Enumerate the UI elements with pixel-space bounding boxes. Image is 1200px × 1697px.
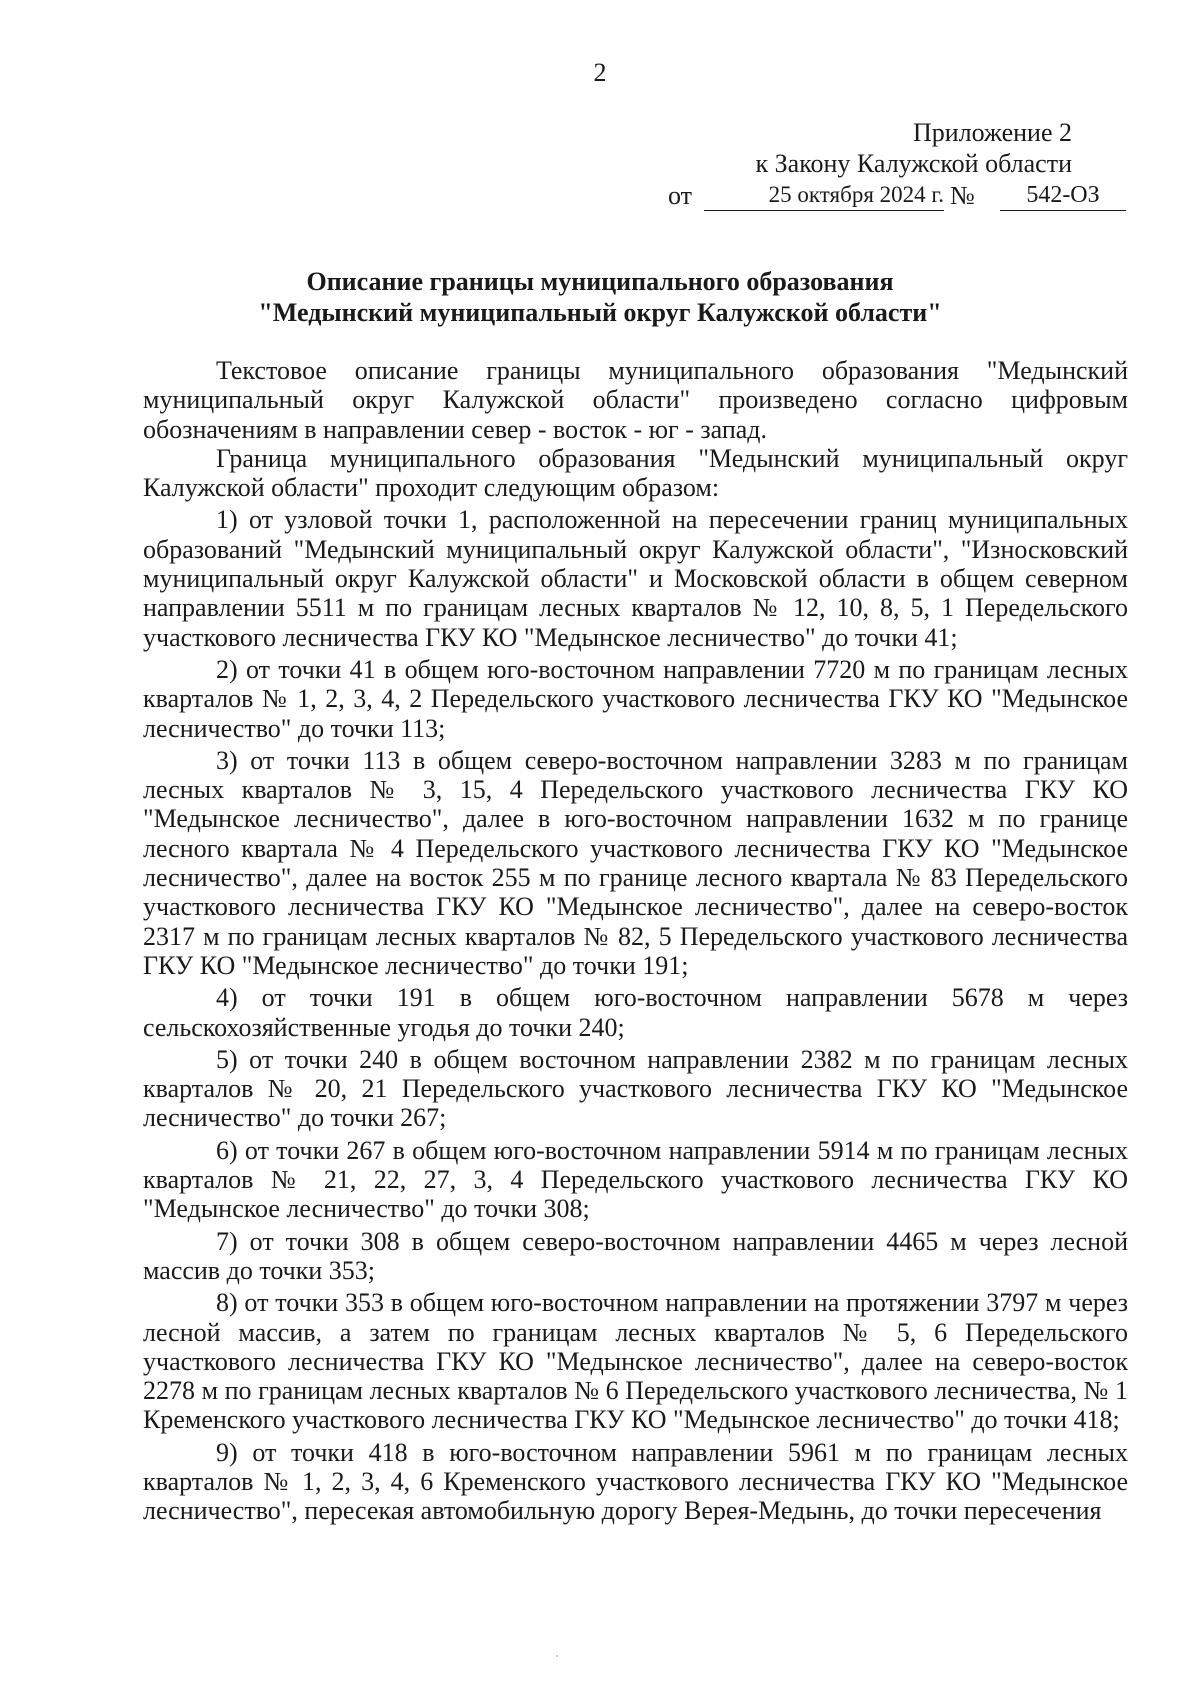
boundary-segment-item: 9) от точки 418 в юго-восточном направлении 5961 м по границам лесных кварталов № 1, 2, 3, 4, 6 Кременского участкового лесничества ГКУ КО "Медынское лесничество", пересекая автомобильную дорогу Верея-Медынь, до точки пересечения — [143, 1437, 1128, 1526]
boundary-segment-item: 8) от точки 353 в общем юго-восточном направлении на протяжении 3797 м через лесной массив, а затем по границам лесных кварталов № 5, 6 Передельского участкового лесничества ГКУ КО "Медынское лесничество", далее на северо-восток 2278 м по границам лесных кварталов № 6 Передельского участкового лесничества, № 1 Кременского участкового лесничества ГКУ КО "Медынское лесничество" до точки 418; — [143, 1288, 1128, 1435]
boundary-segment-item: 4) от точки 191 в общем юго-восточном направлении 5678 м через сельскохозяйственные угодья до точки 240; — [143, 983, 1128, 1042]
boundary-segment-item: 7) от точки 308 в общем северо-восточном направлении 4465 м через лесной массив до точки 353; — [143, 1226, 1128, 1285]
boundary-segment-item: 5) от точки 240 в общем восточном направлении 2382 м по границам лесных кварталов № 20, 21 Передельского участкового лесничества ГКУ КО "Медынское лесничество" до точки 267; — [143, 1044, 1128, 1133]
scan-speck — [556, 1655, 558, 1657]
boundary-segment-item: 1) от узловой точки 1, расположенной на пересечении границ муниципальных образований "Медынский муниципальный округ Калужской области", "Износковский муниципальный округ Калужской области" и Московской области в общем северном направлении 5511 м по границам лесных кварталов № 12, 10, 8, 5, 1 Передельского участкового лесничества ГКУ КО "Медынское лесничество" до точки 41; — [143, 505, 1128, 652]
page-number: 2 — [593, 58, 607, 87]
boundary-segment-item: 3) от точки 113 в общем северо-восточном направлении 3283 м по границам лесных кварталов № 3, 15, 4 Передельского участкового лесничества ГКУ КО "Медынское лесничество", далее в юго-восточном направлении 1632 м по границе лесного квартала № 4 Передельского участкового лесничества ГКУ КО "Медынское лесничество", далее на восток 255 м по границе лесного квартала № 83 Передельского участкового лесничества ГКУ КО "Медынское лесничество", далее на северо-восток 2317 м по границам лесных кварталов № 82, 5 Передельского участкового лесничества ГКУ КО "Медынское лесничество" до точки 191; — [143, 745, 1128, 980]
document-body — [143, 356, 1128, 1526]
appendix-title: Приложение 2 — [912, 118, 1072, 147]
title-line-2: "Медынский муниципальный округ Калужской области" — [258, 298, 942, 327]
boundary-segment-item: 6) от точки 267 в общем юго-восточном направлении 5914 м по границам лесных кварталов № 21, 22, 27, 3, 4 Передельского участкового лесничества ГКУ КО "Медынское лесничество" до точки 308; — [143, 1135, 1128, 1224]
boundary-segment-item: 2) от точки 41 в общем юго-восточном направлении 7720 м по границам лесных кварталов № 1, 2, 3, 4, 2 Передельского участкового лесничества ГКУ КО "Медынское лесничество" до точки 113; — [143, 654, 1128, 743]
from-label: от — [668, 181, 693, 210]
title-line-1: Описание границы муниципального образования — [306, 267, 894, 296]
appendix-header — [756, 117, 1073, 179]
appendix-law-reference: к Закону Калужской области — [755, 149, 1072, 178]
law-number: 542-ОЗ — [1000, 180, 1126, 211]
law-date: 25 октября 2024 г. — [704, 180, 944, 211]
boundary-intro-paragraph: Граница муниципального образования "Медынский муниципальный округ Калужской области" проходит следующим образом: — [143, 443, 1128, 503]
appendix-date-row — [668, 180, 1126, 212]
document-title — [0, 266, 1200, 328]
intro-paragraph: Текстовое описание границы муниципального образования "Медынский муниципальный округ Калужской области" произведено согласно цифровым обозначениям в направлении север - восток - юг - запад. — [143, 356, 1128, 444]
number-label: № — [950, 181, 975, 210]
